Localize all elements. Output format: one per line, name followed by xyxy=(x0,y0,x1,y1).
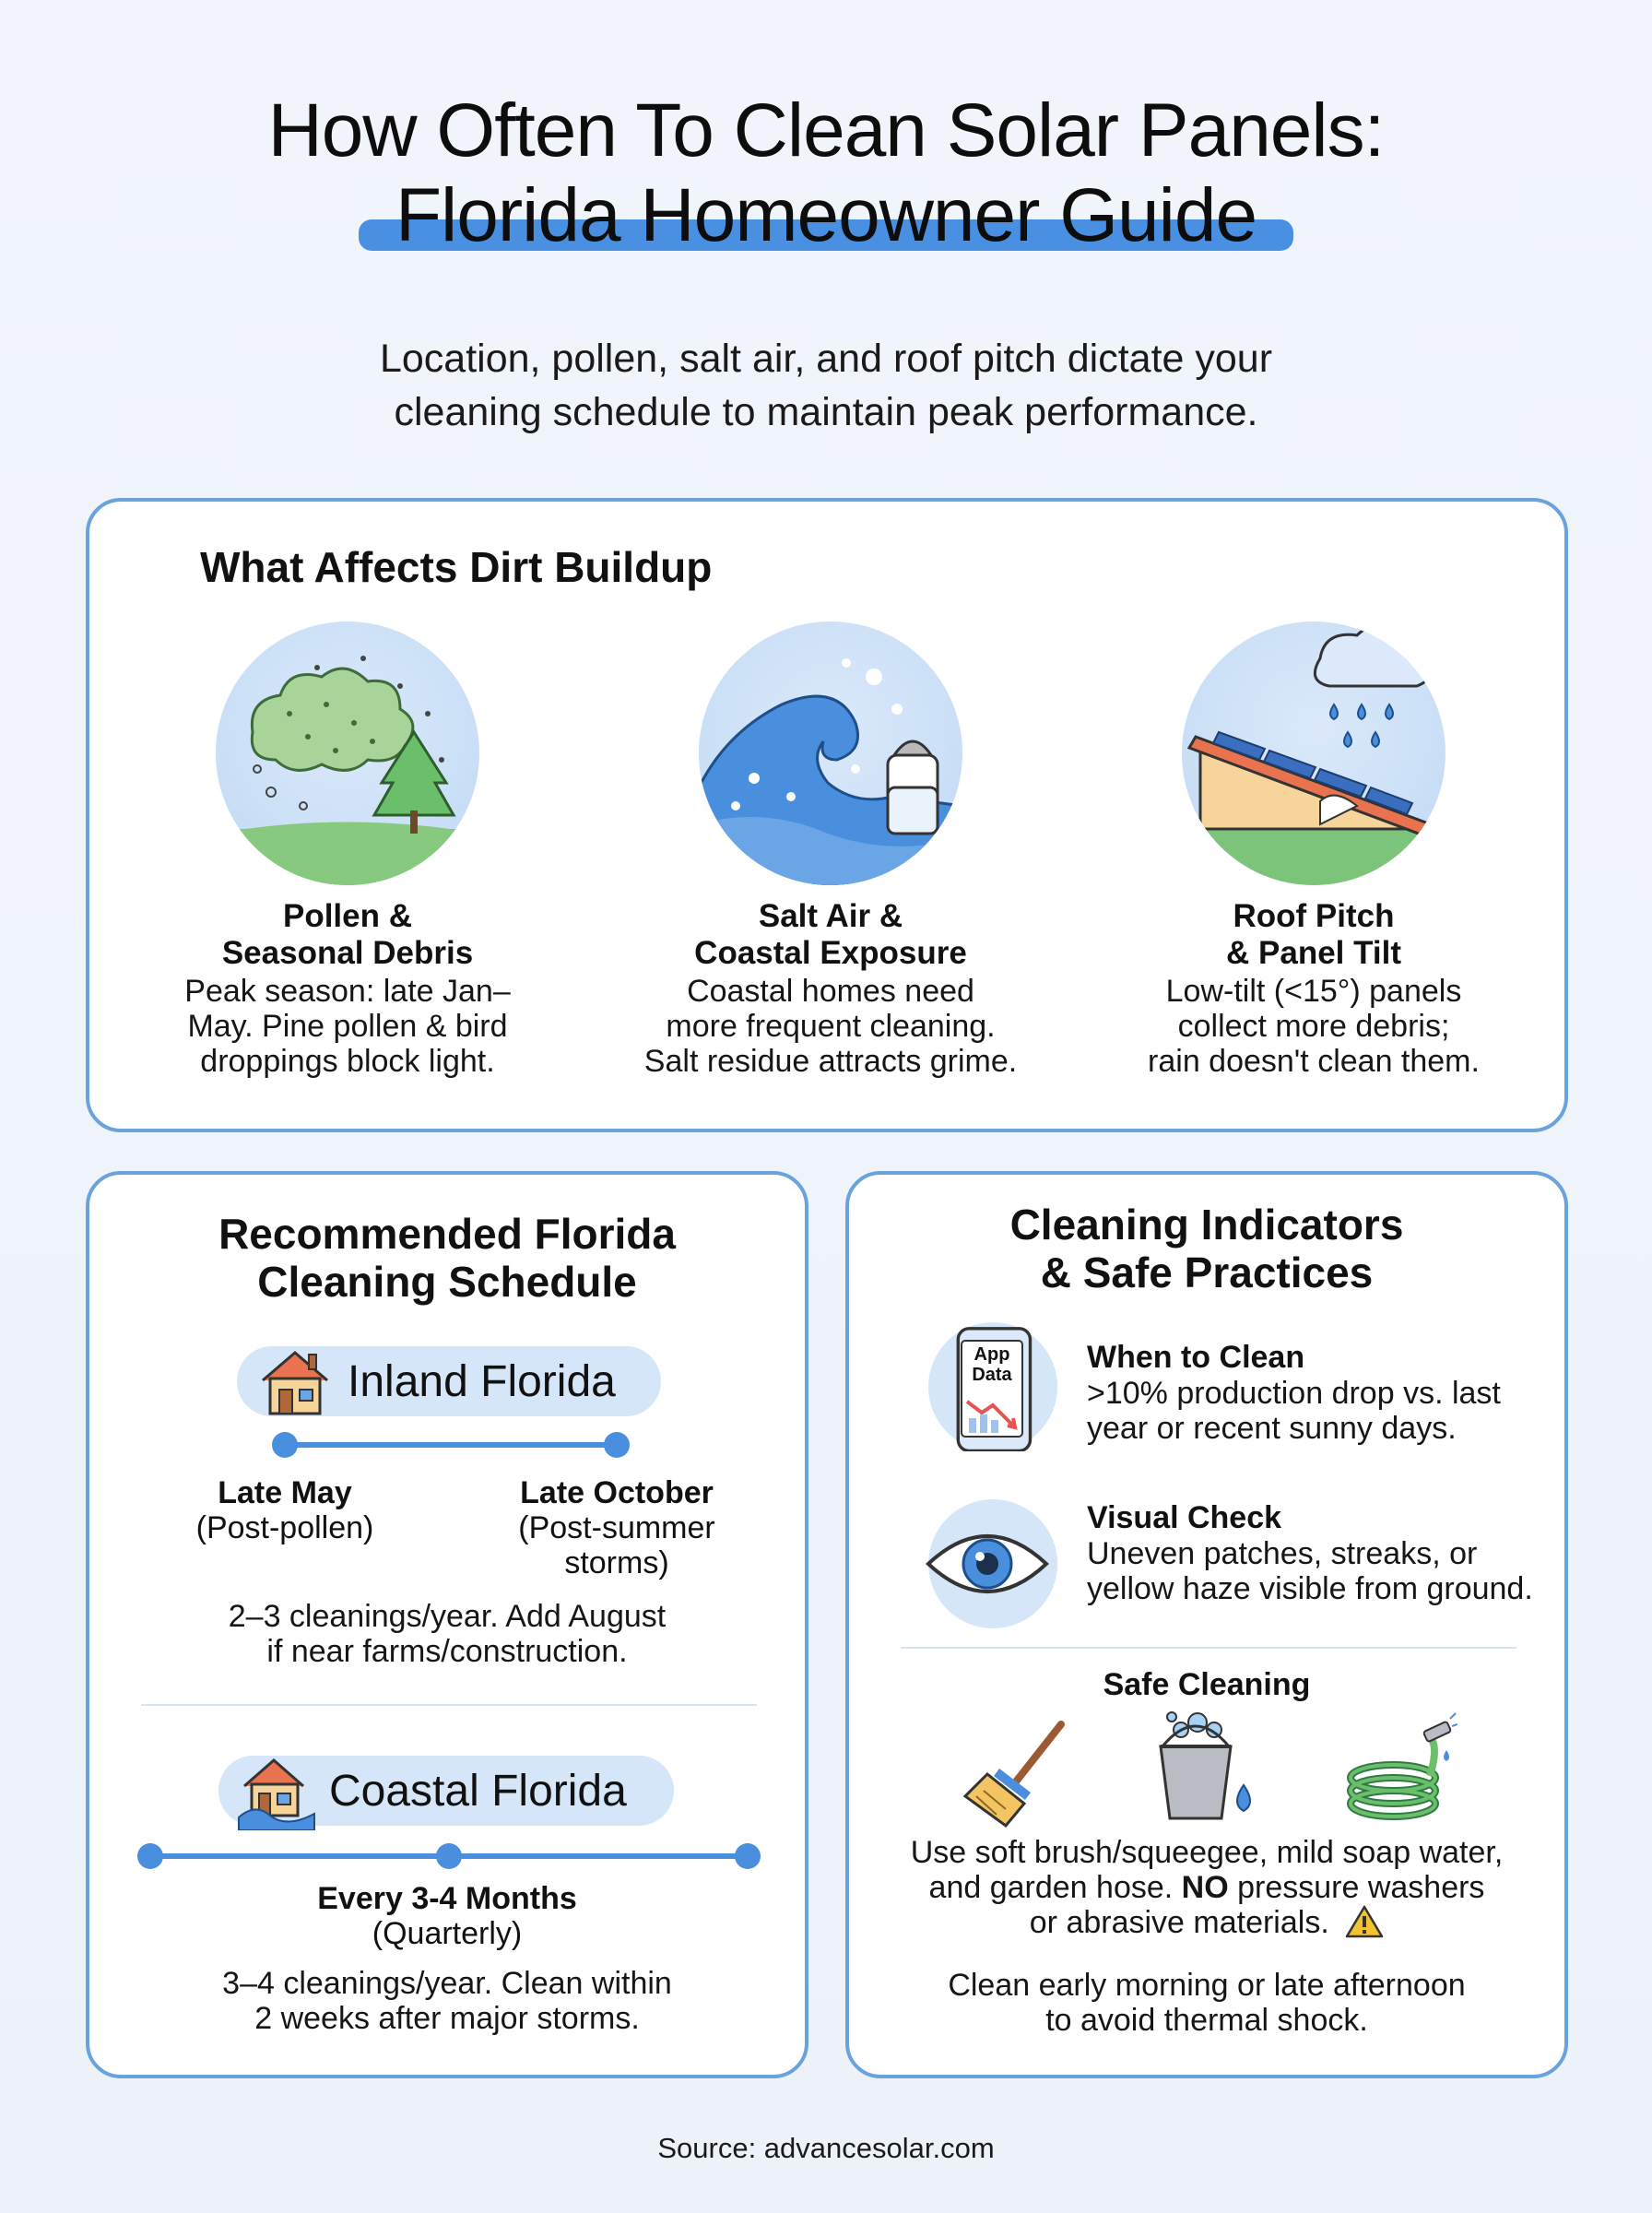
when-to-clean-desc: year or recent sunny days. xyxy=(1087,1411,1457,1446)
factor-title-line: Pollen & xyxy=(282,898,413,934)
schedule-heading-line: Cleaning Schedule xyxy=(257,1258,637,1306)
garden-hose-icon xyxy=(1338,1710,1457,1829)
coastal-dot-1 xyxy=(137,1843,163,1869)
phone-app-text xyxy=(962,1344,1022,1385)
coastal-note-line: 3–4 cleanings/year. Clean within xyxy=(222,1966,672,2001)
factor-desc-line: Peak season: late Jan– xyxy=(184,974,511,1009)
coastal-point-sub: (Quarterly) xyxy=(372,1916,523,1951)
factor-desc-line: rain doesn't clean them. xyxy=(1148,1044,1480,1079)
eye-icon xyxy=(928,1499,1057,1628)
visual-check-desc: Uneven patches, streaks, or xyxy=(1087,1536,1478,1571)
visual-check-text xyxy=(1087,1499,1566,1606)
factor-roof-desc xyxy=(1074,974,1553,1079)
inland-point-title: Late May xyxy=(218,1475,352,1510)
inland-point-sub: (Post-pollen) xyxy=(195,1510,374,1545)
inland-point-october xyxy=(486,1475,748,1580)
factor-salt xyxy=(591,621,1070,1079)
title-line-1: How Often To Clean Solar Panels: xyxy=(267,89,1385,172)
factor-pollen-title xyxy=(108,898,587,972)
factor-desc-line: more frequent cleaning. xyxy=(666,1009,996,1044)
safe-text-post: pressure washers xyxy=(1228,1870,1485,1905)
factor-title-line: & Panel Tilt xyxy=(1226,935,1401,971)
inland-point-may xyxy=(163,1475,407,1545)
factor-desc-line: Low-tilt (<15°) panels xyxy=(1165,974,1462,1009)
when-to-clean-text xyxy=(1087,1339,1566,1446)
indicators-heading-line: & Safe Practices xyxy=(1040,1249,1374,1296)
subtitle-line-1: Location, pollen, salt air, and roof pitch dictate your xyxy=(379,337,1273,381)
inland-point-sub: storms) xyxy=(564,1545,669,1580)
coastal-note-line: 2 weeks after major storms. xyxy=(254,2001,640,2036)
safe-cleaning-heading: Safe Cleaning xyxy=(1103,1667,1311,1702)
indicators-divider xyxy=(901,1647,1516,1649)
visual-check-title: Visual Check xyxy=(1087,1500,1282,1535)
coastal-point-title: Every 3-4 Months xyxy=(317,1881,577,1916)
inland-dot-october xyxy=(604,1432,630,1458)
factor-desc-line: Salt residue attracts grime. xyxy=(643,1044,1018,1079)
coastal-dot-2 xyxy=(436,1843,462,1869)
coastal-house-icon xyxy=(237,1751,316,1830)
safe-note-line: Clean early morning or late afternoon xyxy=(948,1968,1466,2003)
warning-icon xyxy=(1345,1905,1384,1938)
factor-desc-line: Coastal homes need xyxy=(687,974,974,1009)
safe-text-bold: NO xyxy=(1181,1870,1229,1905)
factor-desc-line: May. Pine pollen & bird xyxy=(187,1009,508,1044)
factors-card xyxy=(86,498,1568,1132)
factor-salt-desc xyxy=(591,974,1070,1079)
factors-heading: What Affects Dirt Buildup xyxy=(200,543,713,591)
coastal-pill xyxy=(218,1756,674,1826)
coastal-dot-3 xyxy=(735,1843,761,1869)
factor-pollen-desc xyxy=(108,974,587,1079)
coastal-point xyxy=(89,1881,805,1951)
source-footer: Source: advancesolar.com xyxy=(657,2132,995,2164)
phone-app-icon xyxy=(928,1322,1057,1451)
pollen-tree-icon xyxy=(216,621,479,885)
indicators-heading xyxy=(849,1201,1564,1296)
visual-check-desc: yellow haze visible from ground. xyxy=(1087,1571,1533,1606)
title-line-2-wrap xyxy=(395,173,1257,258)
safe-text-line-3 xyxy=(849,1905,1564,1940)
factor-salt-title xyxy=(591,898,1070,972)
safe-text-line: Use soft brush/squeegee, mild soap water, xyxy=(910,1835,1504,1870)
factor-desc-line: collect more debris; xyxy=(1177,1009,1450,1044)
coastal-note xyxy=(89,1966,805,2036)
indicators-card xyxy=(845,1171,1568,2078)
schedule-divider xyxy=(141,1704,757,1706)
inland-dot-may xyxy=(272,1432,298,1458)
inland-note-line: if near farms/construction. xyxy=(266,1634,628,1669)
safe-cleaning-note xyxy=(849,1968,1564,2038)
safe-text-pre: and garden hose. xyxy=(928,1870,1182,1905)
title-line-2: Florida Homeowner Guide xyxy=(395,173,1257,257)
schedule-heading-line: Recommended Florida xyxy=(218,1210,676,1258)
inland-label: Inland Florida xyxy=(348,1356,616,1406)
inland-timeline xyxy=(285,1442,617,1448)
inland-pill xyxy=(237,1346,661,1416)
indicators-heading-line: Cleaning Indicators xyxy=(1009,1201,1404,1249)
inland-point-sub: (Post-summer xyxy=(518,1510,715,1545)
inland-note xyxy=(89,1599,805,1669)
safe-note-line: to avoid thermal shock. xyxy=(1045,2003,1368,2038)
factor-title-line: Roof Pitch xyxy=(1233,898,1395,934)
factor-title-line: Seasonal Debris xyxy=(221,935,474,971)
subtitle-line-2: cleaning schedule to maintain peak performance. xyxy=(394,390,1258,434)
factor-roof xyxy=(1074,621,1553,1079)
safe-text-line-2 xyxy=(849,1870,1564,1905)
broom-icon xyxy=(960,1719,1070,1829)
when-to-clean-desc: >10% production drop vs. last xyxy=(1087,1376,1501,1411)
soap-bucket-icon xyxy=(1144,1710,1264,1829)
schedule-card xyxy=(86,1171,808,2078)
inland-note-line: 2–3 cleanings/year. Add August xyxy=(228,1599,667,1634)
coastal-label: Coastal Florida xyxy=(329,1766,627,1816)
safe-cleaning-icons xyxy=(849,1719,1564,1829)
wave-salt-icon xyxy=(699,621,962,885)
page-title xyxy=(0,89,1652,258)
visual-check xyxy=(928,1499,1555,1628)
inland-point-title: Late October xyxy=(520,1475,714,1510)
factor-desc-line: droppings block light. xyxy=(200,1044,495,1079)
app-text: App xyxy=(974,1344,1010,1365)
factor-pollen xyxy=(108,621,587,1079)
factor-title-line: Salt Air & xyxy=(758,898,903,934)
factor-roof-title xyxy=(1074,898,1553,972)
roof-rain-icon xyxy=(1182,621,1446,885)
when-to-clean-title: When to Clean xyxy=(1087,1340,1305,1375)
schedule-heading xyxy=(89,1210,805,1306)
house-icon xyxy=(255,1342,335,1421)
page-subtitle xyxy=(0,332,1652,439)
factor-title-line: Coastal Exposure xyxy=(694,935,967,971)
safe-cleaning-text xyxy=(849,1835,1564,1940)
data-text: Data xyxy=(972,1365,1012,1385)
safe-text-line: or abrasive materials. xyxy=(1029,1905,1329,1940)
when-to-clean xyxy=(928,1322,1555,1461)
